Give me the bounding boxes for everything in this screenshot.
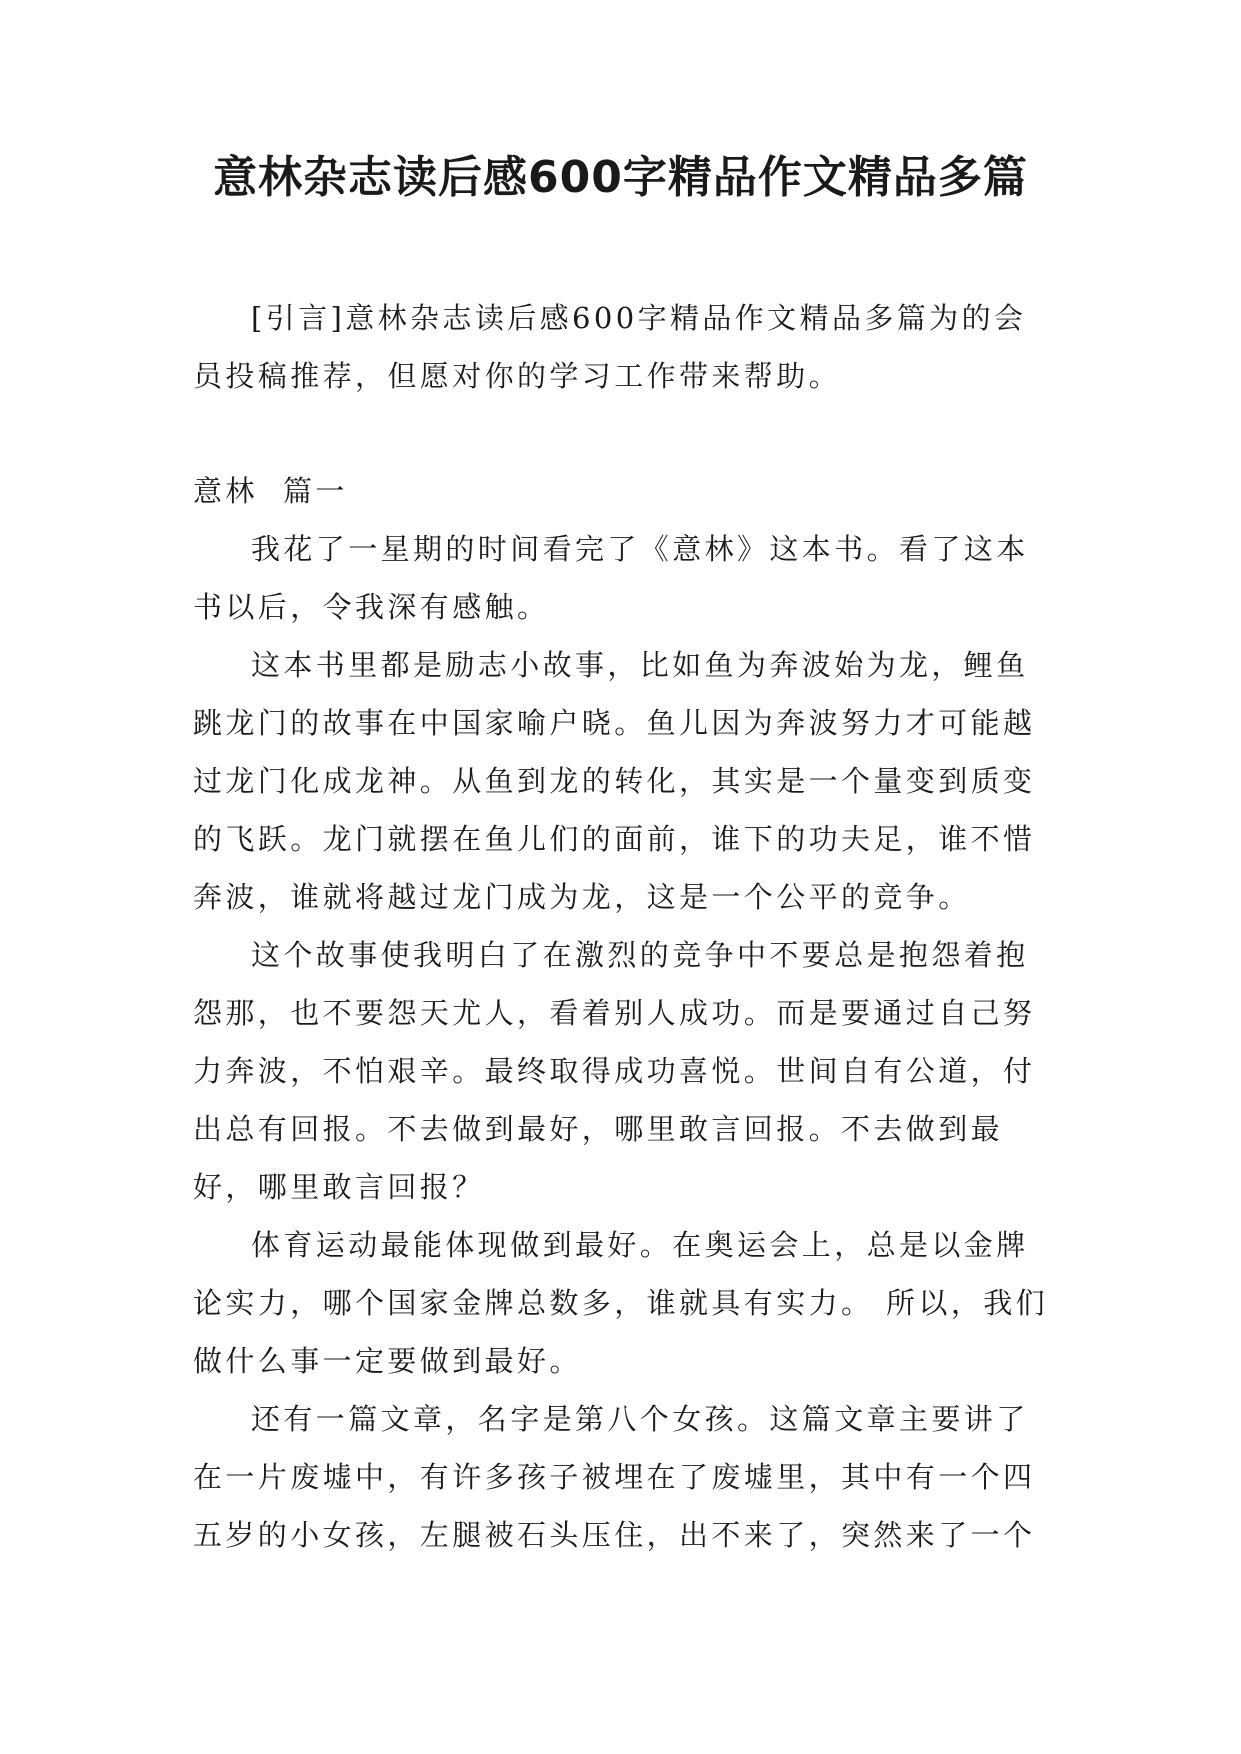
intro-paragraph: [引言]意林杂志读后感600字精品作文精品多篇为的会员投稿推荐，但愿对你的学习工作带来帮助。 xyxy=(193,301,1027,393)
article-body xyxy=(193,462,1053,1564)
paragraph-5: 还有一篇文章，名字是第八个女孩。这篇文章主要讲了在一片废墟中，有许多孩子被埋在了废墟里，其中有一个四五岁的小女孩，左腿被石头压住，出不来了，突然来了一个 xyxy=(193,1402,1036,1552)
intro-block xyxy=(193,289,1053,405)
section-heading: 意林 篇一 xyxy=(193,474,348,508)
paragraph-1: 我花了一星期的时间看完了《意林》这本书。看了这本书以后，令我深有感触。 xyxy=(193,532,1029,624)
paragraph-2: 这本书里都是励志小故事，比如鱼为奔波始为龙，鲤鱼跳龙门的故事在中国家喻户晓。鱼儿因为奔波努力才可能越过龙门化成龙神。从鱼到龙的转化，其实是一个量变到质变的飞跃。龙门就摆在鱼儿们的面前，谁下的功夫足，谁不惜奔波，谁就将越过龙门成为龙，这是一个公平的竞争。 xyxy=(193,648,1036,914)
document-title: 意林杂志读后感600字精品作文精品多篇 xyxy=(213,152,1028,203)
paragraph-3: 这个故事使我明白了在激烈的竞争中不要总是抱怨着抱怨那，也不要怨天尤人，看着别人成功。而是要通过自己努力奔波，不怕艰辛。最终取得成功喜悦。世间自有公道，付出总有回报。不去做到最好，哪里敢言回报。不去做到最好，哪里敢言回报？ xyxy=(193,938,1036,1204)
paragraph-4: 体育运动最能体现做到最好。在奥运会上，总是以金牌论实力，哪个国家金牌总数多，谁就具有实力。 所以，我们做什么事一定要做到最好。 xyxy=(193,1228,1049,1378)
